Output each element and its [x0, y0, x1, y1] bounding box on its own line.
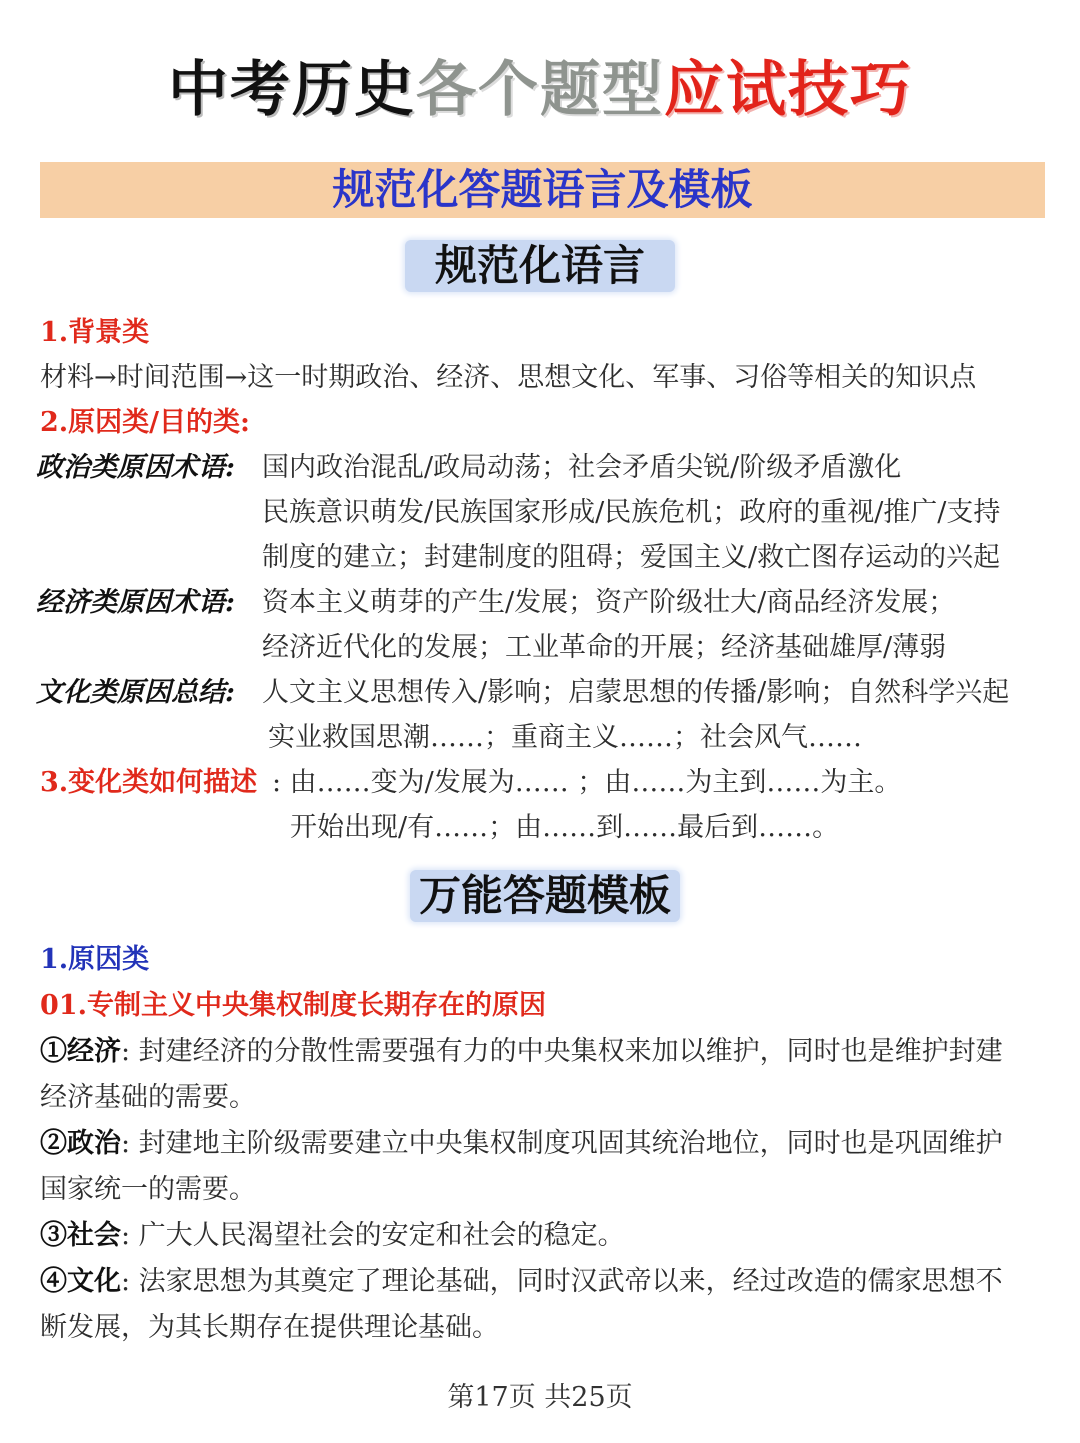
title-part2: 各个题型 — [416, 55, 664, 125]
change-label: 3.变化类如何描述 — [40, 767, 258, 798]
economy-line: 资本主义萌芽的产生/发展；资产阶级壮大/商品经济发展； — [262, 587, 956, 618]
page-title — [0, 40, 1080, 140]
item-text: : 法家思想为其奠定了理论基础，同时汉武帝以来，经过改造的儒家思想不 — [121, 1266, 1003, 1297]
item-label: ①经济 — [40, 1036, 121, 1067]
change-line: : 由……变为/发展为…… ；由……为主到……为主。 — [272, 767, 902, 798]
answer-item-culture — [40, 1262, 1003, 1302]
answer-item-society — [40, 1216, 625, 1256]
item-text: : 广大人民渴望社会的安定和社会的稳定。 — [121, 1220, 625, 1251]
economy-label: 经济类原因术语: — [36, 587, 235, 618]
item-label: ③社会 — [40, 1220, 121, 1251]
item-text-cont: 经济基础的需要。 — [40, 1082, 256, 1113]
culture-label: 文化类原因总结: — [36, 677, 235, 708]
item-label: ④文化 — [40, 1266, 121, 1297]
economy-line: 经济近代化的发展；工业革命的开展；经济基础雄厚/薄弱 — [262, 632, 947, 663]
background-label: 1.背景类 — [40, 317, 150, 348]
politics-line: 制度的建立；封建制度的阻碍；爱国主义/救亡图存运动的兴起 — [262, 542, 1001, 573]
change-line: 开始出现/有……；由……到……最后到……。 — [290, 812, 840, 843]
title-part3: 应试技巧 — [664, 55, 912, 125]
title-part1: 中考历史 — [168, 55, 416, 125]
answer-item-economy — [40, 1032, 1003, 1072]
page-number: 第17页 共25页 — [447, 1382, 633, 1413]
question-label: 01.专制主义中央集权制度长期存在的原因 — [40, 990, 546, 1021]
politics-line: 民族意识萌发/民族国家形成/民族危机；政府的重视/推广/支持 — [262, 497, 1001, 528]
background-text: 材料→时间范围→这一时期政治、经济、思想文化、军事、习俗等相关的知识点 — [40, 362, 977, 393]
section-heading-template: 万能答题模板 — [410, 870, 680, 922]
culture-line: 实业救国思潮……；重商主义……；社会风气…… — [268, 722, 862, 753]
politics-line: 国内政治混乱/政局动荡；社会矛盾尖锐/阶级矛盾激化 — [262, 452, 902, 483]
item-text: : 封建地主阶级需要建立中央集权制度巩固其统治地位，同时也是巩固维护 — [121, 1128, 1003, 1159]
item-label: ②政治 — [40, 1128, 121, 1159]
section-heading-language: 规范化语言 — [405, 240, 675, 292]
politics-label: 政治类原因术语: — [36, 452, 235, 483]
culture-line: 人文主义思想传入/影响；启蒙思想的传播/影响；自然科学兴起 — [262, 677, 1010, 708]
subtitle-banner: 规范化答题语言及模板 — [40, 162, 1045, 218]
item-text-cont: 国家统一的需要。 — [40, 1174, 256, 1205]
reason-label: 2.原因类/目的类: — [40, 407, 251, 438]
item-text: : 封建经济的分散性需要强有力的中央集权来加以维护，同时也是维护封建 — [121, 1036, 1003, 1067]
item-text-cont: 断发展，为其长期存在提供理论基础。 — [40, 1312, 499, 1343]
answer-item-politics — [40, 1124, 1003, 1164]
category-label: 1.原因类 — [40, 944, 150, 975]
